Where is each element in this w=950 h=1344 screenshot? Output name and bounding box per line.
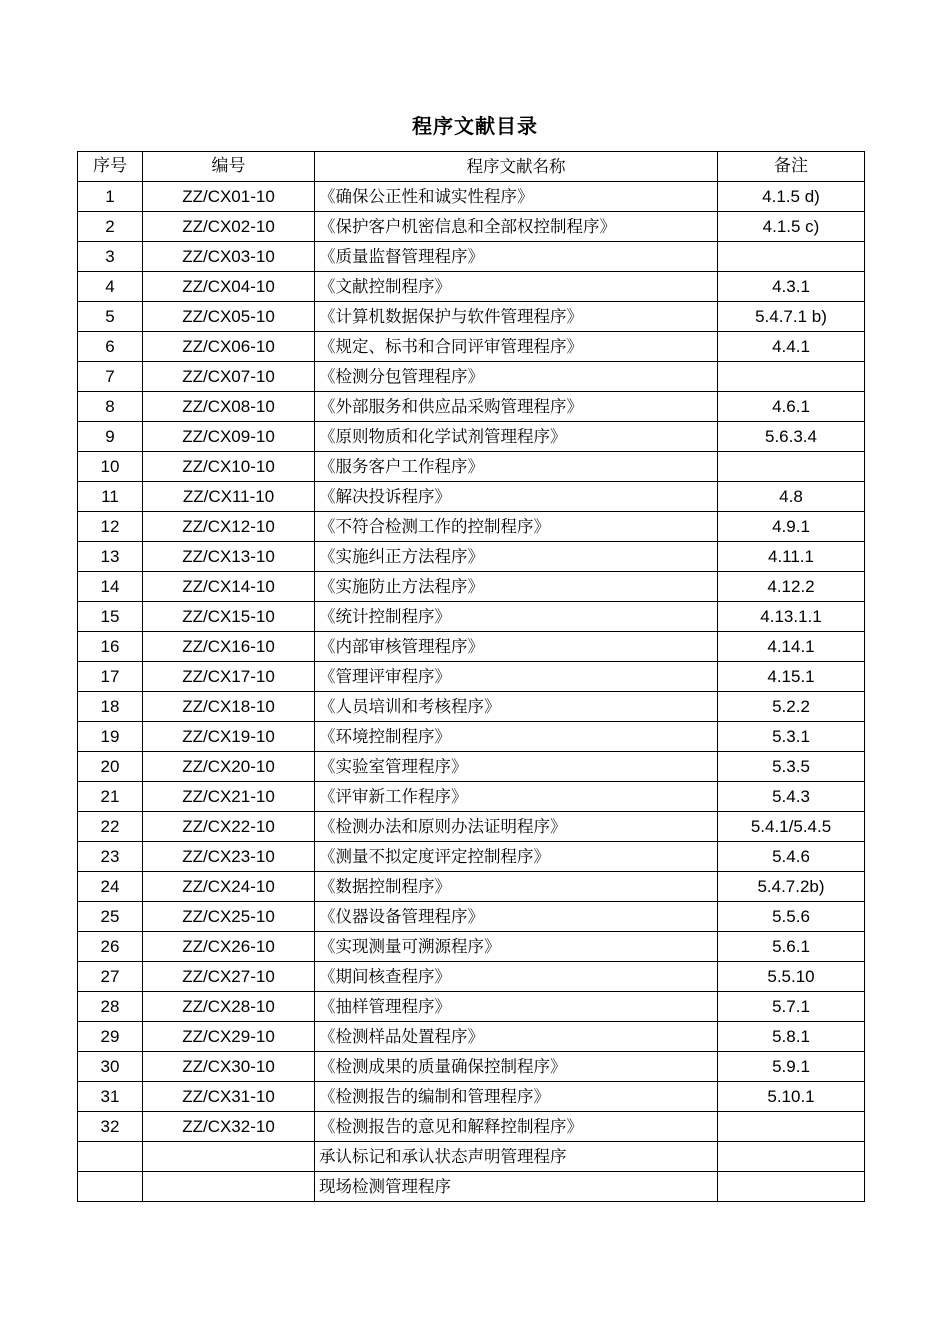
cell-document-name: 《保护客户机密信息和全部权控制程序》 — [315, 212, 718, 242]
cell-code: ZZ/CX02-10 — [143, 212, 315, 242]
cell-code: ZZ/CX09-10 — [143, 422, 315, 452]
cell-serial-number: 18 — [78, 692, 143, 722]
cell-code: ZZ/CX05-10 — [143, 302, 315, 332]
cell-serial-number: 28 — [78, 992, 143, 1022]
cell-remark: 4.9.1 — [718, 512, 865, 542]
cell-remark: 5.6.3.4 — [718, 422, 865, 452]
table-row — [78, 1112, 865, 1142]
cell-remark: 4.13.1.1 — [718, 602, 865, 632]
table-row — [78, 302, 865, 332]
cell-remark: 5.3.1 — [718, 722, 865, 752]
cell-document-name: 《规定、标书和合同评审管理程序》 — [315, 332, 718, 362]
cell-remark: 4.14.1 — [718, 632, 865, 662]
cell-document-name: 《检测报告的编制和管理程序》 — [315, 1082, 718, 1112]
header-serial-number: 序号 — [78, 152, 143, 182]
cell-serial-number: 9 — [78, 422, 143, 452]
cell-serial-number: 21 — [78, 782, 143, 812]
cell-serial-number: 23 — [78, 842, 143, 872]
header-code: 编号 — [143, 152, 315, 182]
page-title: 程序文献目录 — [412, 114, 538, 138]
cell-document-name: 《评审新工作程序》 — [315, 782, 718, 812]
table-row — [78, 602, 865, 632]
cell-serial-number: 26 — [78, 932, 143, 962]
cell-code: ZZ/CX01-10 — [143, 182, 315, 212]
cell-remark — [718, 242, 865, 272]
cell-serial-number — [78, 1142, 143, 1172]
table-row — [78, 962, 865, 992]
cell-document-name: 《抽样管理程序》 — [315, 992, 718, 1022]
table-row — [78, 842, 865, 872]
cell-code — [143, 1172, 315, 1202]
table-row — [78, 782, 865, 812]
table-row — [78, 362, 865, 392]
cell-document-name: 现场检测管理程序 — [315, 1172, 718, 1202]
cell-document-name: 《检测报告的意见和解释控制程序》 — [315, 1112, 718, 1142]
cell-remark: 4.12.2 — [718, 572, 865, 602]
cell-remark: 5.8.1 — [718, 1022, 865, 1052]
table-row — [78, 392, 865, 422]
cell-serial-number: 5 — [78, 302, 143, 332]
cell-code: ZZ/CX32-10 — [143, 1112, 315, 1142]
cell-code: ZZ/CX08-10 — [143, 392, 315, 422]
cell-document-name: 《实施纠正方法程序》 — [315, 542, 718, 572]
cell-code: ZZ/CX20-10 — [143, 752, 315, 782]
cell-code: ZZ/CX18-10 — [143, 692, 315, 722]
cell-document-name: 《实验室管理程序》 — [315, 752, 718, 782]
cell-document-name: 《数据控制程序》 — [315, 872, 718, 902]
cell-code: ZZ/CX30-10 — [143, 1052, 315, 1082]
cell-code: ZZ/CX04-10 — [143, 272, 315, 302]
table-row — [78, 692, 865, 722]
cell-serial-number: 19 — [78, 722, 143, 752]
table-row — [78, 932, 865, 962]
cell-remark — [718, 1142, 865, 1172]
cell-code: ZZ/CX13-10 — [143, 542, 315, 572]
cell-serial-number: 30 — [78, 1052, 143, 1082]
table-row — [78, 992, 865, 1022]
table-row — [78, 872, 865, 902]
cell-serial-number — [78, 1172, 143, 1202]
cell-serial-number: 17 — [78, 662, 143, 692]
table-body — [78, 182, 865, 1202]
cell-document-name: 《服务客户工作程序》 — [315, 452, 718, 482]
cell-document-name: 《内部审核管理程序》 — [315, 632, 718, 662]
cell-serial-number: 2 — [78, 212, 143, 242]
cell-remark — [718, 452, 865, 482]
cell-remark: 5.7.1 — [718, 992, 865, 1022]
cell-remark — [718, 1112, 865, 1142]
cell-serial-number: 24 — [78, 872, 143, 902]
table-row — [78, 1082, 865, 1112]
cell-code: ZZ/CX28-10 — [143, 992, 315, 1022]
cell-serial-number: 20 — [78, 752, 143, 782]
cell-code: ZZ/CX16-10 — [143, 632, 315, 662]
cell-document-name: 《测量不拟定度评定控制程序》 — [315, 842, 718, 872]
cell-code: ZZ/CX17-10 — [143, 662, 315, 692]
cell-remark: 5.4.1/5.4.5 — [718, 812, 865, 842]
table-row — [78, 662, 865, 692]
cell-serial-number: 8 — [78, 392, 143, 422]
table-row — [78, 752, 865, 782]
table-row — [78, 902, 865, 932]
cell-serial-number: 1 — [78, 182, 143, 212]
cell-remark: 5.3.5 — [718, 752, 865, 782]
cell-remark — [718, 362, 865, 392]
cell-document-name: 《确保公正性和诚实性程序》 — [315, 182, 718, 212]
cell-serial-number: 27 — [78, 962, 143, 992]
cell-serial-number: 11 — [78, 482, 143, 512]
cell-document-name: 《文献控制程序》 — [315, 272, 718, 302]
cell-remark: 5.4.7.2b) — [718, 872, 865, 902]
cell-code — [143, 1142, 315, 1172]
table-row — [78, 1052, 865, 1082]
cell-serial-number: 32 — [78, 1112, 143, 1142]
cell-code: ZZ/CX12-10 — [143, 512, 315, 542]
cell-remark: 5.5.6 — [718, 902, 865, 932]
table-row — [78, 1142, 865, 1172]
table-row — [78, 272, 865, 302]
header-document-name: 程序文献名称 — [315, 152, 718, 182]
cell-remark: 4.3.1 — [718, 272, 865, 302]
cell-code: ZZ/CX29-10 — [143, 1022, 315, 1052]
table-row — [78, 212, 865, 242]
cell-document-name: 《检测办法和原则办法证明程序》 — [315, 812, 718, 842]
table-row — [78, 242, 865, 272]
cell-document-name: 《管理评审程序》 — [315, 662, 718, 692]
cell-document-name: 《实施防止方法程序》 — [315, 572, 718, 602]
cell-document-name: 《质量监督管理程序》 — [315, 242, 718, 272]
cell-code: ZZ/CX31-10 — [143, 1082, 315, 1112]
cell-serial-number: 3 — [78, 242, 143, 272]
table-row — [78, 452, 865, 482]
cell-code: ZZ/CX19-10 — [143, 722, 315, 752]
cell-remark: 5.5.10 — [718, 962, 865, 992]
cell-remark: 4.4.1 — [718, 332, 865, 362]
cell-document-name: 承认标记和承认状态声明管理程序 — [315, 1142, 718, 1172]
cell-remark: 5.9.1 — [718, 1052, 865, 1082]
cell-document-name: 《环境控制程序》 — [315, 722, 718, 752]
cell-serial-number: 6 — [78, 332, 143, 362]
cell-remark: 5.10.1 — [718, 1082, 865, 1112]
cell-remark: 4.1.5 c) — [718, 212, 865, 242]
table-header-row — [78, 152, 865, 182]
cell-serial-number: 25 — [78, 902, 143, 932]
cell-document-name: 《检测样品处置程序》 — [315, 1022, 718, 1052]
cell-serial-number: 31 — [78, 1082, 143, 1112]
table-row — [78, 812, 865, 842]
table-row — [78, 1172, 865, 1202]
cell-code: ZZ/CX11-10 — [143, 482, 315, 512]
cell-remark: 4.8 — [718, 482, 865, 512]
cell-code: ZZ/CX27-10 — [143, 962, 315, 992]
cell-document-name: 《实现测量可溯源程序》 — [315, 932, 718, 962]
cell-code: ZZ/CX14-10 — [143, 572, 315, 602]
cell-code: ZZ/CX10-10 — [143, 452, 315, 482]
cell-remark: 5.4.6 — [718, 842, 865, 872]
cell-code: ZZ/CX24-10 — [143, 872, 315, 902]
table-row — [78, 1022, 865, 1052]
table-row — [78, 512, 865, 542]
table-row — [78, 542, 865, 572]
cell-code: ZZ/CX21-10 — [143, 782, 315, 812]
cell-serial-number: 12 — [78, 512, 143, 542]
table-row — [78, 332, 865, 362]
table-row — [78, 422, 865, 452]
cell-document-name: 《计算机数据保护与软件管理程序》 — [315, 302, 718, 332]
cell-code: ZZ/CX26-10 — [143, 932, 315, 962]
cell-serial-number: 10 — [78, 452, 143, 482]
cell-serial-number: 15 — [78, 602, 143, 632]
cell-serial-number: 14 — [78, 572, 143, 602]
cell-document-name: 《统计控制程序》 — [315, 602, 718, 632]
cell-remark: 5.4.3 — [718, 782, 865, 812]
cell-remark: 4.6.1 — [718, 392, 865, 422]
cell-code: ZZ/CX06-10 — [143, 332, 315, 362]
cell-document-name: 《外部服务和供应品采购管理程序》 — [315, 392, 718, 422]
table-row — [78, 722, 865, 752]
table-row — [78, 482, 865, 512]
procedure-document-table — [77, 151, 865, 1202]
cell-document-name: 《检测成果的质量确保控制程序》 — [315, 1052, 718, 1082]
cell-remark: 5.6.1 — [718, 932, 865, 962]
cell-code: ZZ/CX23-10 — [143, 842, 315, 872]
cell-remark: 5.4.7.1 b) — [718, 302, 865, 332]
cell-code: ZZ/CX07-10 — [143, 362, 315, 392]
cell-serial-number: 7 — [78, 362, 143, 392]
table-row — [78, 632, 865, 662]
cell-document-name: 《期间核查程序》 — [315, 962, 718, 992]
cell-document-name: 《人员培训和考核程序》 — [315, 692, 718, 722]
cell-remark: 4.11.1 — [718, 542, 865, 572]
cell-code: ZZ/CX25-10 — [143, 902, 315, 932]
cell-remark: 5.2.2 — [718, 692, 865, 722]
cell-document-name: 《解决投诉程序》 — [315, 482, 718, 512]
table-row — [78, 572, 865, 602]
cell-document-name: 《仪器设备管理程序》 — [315, 902, 718, 932]
cell-remark — [718, 1172, 865, 1202]
cell-document-name: 《不符合检测工作的控制程序》 — [315, 512, 718, 542]
cell-code: ZZ/CX03-10 — [143, 242, 315, 272]
cell-serial-number: 22 — [78, 812, 143, 842]
cell-serial-number: 13 — [78, 542, 143, 572]
table-row — [78, 182, 865, 212]
cell-serial-number: 16 — [78, 632, 143, 662]
cell-serial-number: 29 — [78, 1022, 143, 1052]
cell-remark: 4.15.1 — [718, 662, 865, 692]
cell-document-name: 《原则物质和化学试剂管理程序》 — [315, 422, 718, 452]
cell-document-name: 《检测分包管理程序》 — [315, 362, 718, 392]
header-remark: 备注 — [718, 152, 865, 182]
cell-code: ZZ/CX15-10 — [143, 602, 315, 632]
cell-code: ZZ/CX22-10 — [143, 812, 315, 842]
cell-serial-number: 4 — [78, 272, 143, 302]
cell-remark: 4.1.5 d) — [718, 182, 865, 212]
